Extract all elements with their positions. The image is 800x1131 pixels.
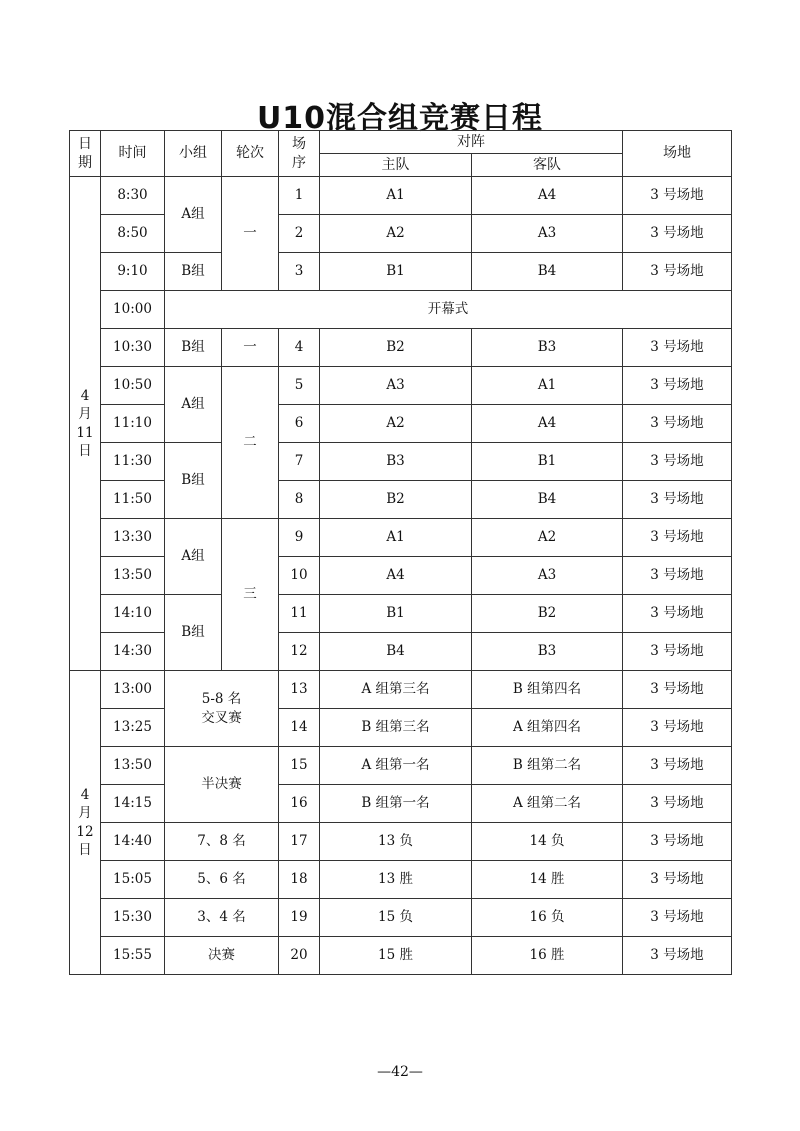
- time-cell: 9:10: [101, 253, 165, 291]
- table-row: [70, 595, 732, 633]
- group-cell: A组: [165, 367, 222, 443]
- time-cell: 15:30: [101, 899, 165, 937]
- away-team-cell: B4: [472, 481, 623, 519]
- venue-cell: 3 号场地: [623, 671, 732, 709]
- table-row: [70, 443, 732, 481]
- table-row: [70, 177, 732, 215]
- home-team-cell: A2: [320, 215, 472, 253]
- away-team-cell: A4: [472, 177, 623, 215]
- away-team-cell: 16 胜: [472, 937, 623, 975]
- match-no-cell: 3: [279, 253, 320, 291]
- match-no-cell: 5: [279, 367, 320, 405]
- stage-cell: 5、6 名: [165, 861, 279, 899]
- time-cell: 11:10: [101, 405, 165, 443]
- home-team-cell: B1: [320, 253, 472, 291]
- time-cell: 14:15: [101, 785, 165, 823]
- away-team-cell: B4: [472, 253, 623, 291]
- venue-cell: 3 号场地: [623, 633, 732, 671]
- match-no-cell: 9: [279, 519, 320, 557]
- venue-cell: 3 号场地: [623, 519, 732, 557]
- opening-ceremony-cell: 开幕式: [165, 291, 732, 329]
- venue-cell: 3 号场地: [623, 481, 732, 519]
- home-team-cell: A1: [320, 177, 472, 215]
- time-cell: 10:50: [101, 367, 165, 405]
- time-cell: 13:50: [101, 557, 165, 595]
- header-group: 小组: [165, 131, 222, 177]
- away-team-cell: A 组第二名: [472, 785, 623, 823]
- table-row: [70, 671, 732, 709]
- time-cell: 8:50: [101, 215, 165, 253]
- home-team-cell: 13 负: [320, 823, 472, 861]
- away-team-cell: B2: [472, 595, 623, 633]
- time-cell: 15:05: [101, 861, 165, 899]
- away-team-cell: B 组第四名: [472, 671, 623, 709]
- venue-cell: 3 号场地: [623, 899, 732, 937]
- header-match-no: 场 序: [279, 131, 320, 177]
- home-team-cell: A3: [320, 367, 472, 405]
- home-team-cell: A4: [320, 557, 472, 595]
- group-cell: B组: [165, 595, 222, 671]
- venue-cell: 3 号场地: [623, 747, 732, 785]
- match-no-cell: 12: [279, 633, 320, 671]
- time-cell: 15:55: [101, 937, 165, 975]
- group-cell: A组: [165, 177, 222, 253]
- away-team-cell: A 组第四名: [472, 709, 623, 747]
- group-cell: B组: [165, 329, 222, 367]
- venue-cell: 3 号场地: [623, 709, 732, 747]
- round-cell: 二: [222, 367, 279, 519]
- time-cell: 14:40: [101, 823, 165, 861]
- match-no-cell: 2: [279, 215, 320, 253]
- date-cell: 4 月 12 日: [70, 671, 101, 975]
- venue-cell: 3 号场地: [623, 443, 732, 481]
- time-cell: 10:30: [101, 329, 165, 367]
- header-round: 轮次: [222, 131, 279, 177]
- match-no-cell: 18: [279, 861, 320, 899]
- venue-cell: 3 号场地: [623, 595, 732, 633]
- header-home: 主队: [320, 154, 472, 177]
- match-no-cell: 15: [279, 747, 320, 785]
- time-cell: 13:25: [101, 709, 165, 747]
- away-team-cell: B3: [472, 633, 623, 671]
- away-team-cell: A2: [472, 519, 623, 557]
- table-row: [70, 747, 732, 785]
- header-row: [70, 131, 732, 154]
- venue-cell: 3 号场地: [623, 823, 732, 861]
- away-team-cell: A4: [472, 405, 623, 443]
- venue-cell: 3 号场地: [623, 557, 732, 595]
- group-cell: B组: [165, 443, 222, 519]
- time-cell: 13:50: [101, 747, 165, 785]
- home-team-cell: B4: [320, 633, 472, 671]
- time-cell: 11:30: [101, 443, 165, 481]
- home-team-cell: B3: [320, 443, 472, 481]
- home-team-cell: A 组第三名: [320, 671, 472, 709]
- time-cell: 14:10: [101, 595, 165, 633]
- time-cell: 13:30: [101, 519, 165, 557]
- match-no-cell: 16: [279, 785, 320, 823]
- away-team-cell: A1: [472, 367, 623, 405]
- match-no-cell: 13: [279, 671, 320, 709]
- match-no-cell: 10: [279, 557, 320, 595]
- stage-cell: 7、8 名: [165, 823, 279, 861]
- header-away: 客队: [472, 154, 623, 177]
- header-time: 时间: [101, 131, 165, 177]
- home-team-cell: 15 负: [320, 899, 472, 937]
- stage-cell: 5-8 名 交叉赛: [165, 671, 279, 747]
- schedule-body: [70, 131, 732, 975]
- match-no-cell: 6: [279, 405, 320, 443]
- away-team-cell: 14 胜: [472, 861, 623, 899]
- match-no-cell: 17: [279, 823, 320, 861]
- round-cell: 三: [222, 519, 279, 671]
- home-team-cell: 13 胜: [320, 861, 472, 899]
- stage-cell: 3、4 名: [165, 899, 279, 937]
- match-no-cell: 4: [279, 329, 320, 367]
- time-cell: 11:50: [101, 481, 165, 519]
- header-matchup: 对阵: [320, 131, 623, 154]
- table-row: [70, 291, 732, 329]
- home-team-cell: A1: [320, 519, 472, 557]
- date-cell: 4 月 11 日: [70, 177, 101, 671]
- venue-cell: 3 号场地: [623, 405, 732, 443]
- header-venue: 场地: [623, 131, 732, 177]
- away-team-cell: 14 负: [472, 823, 623, 861]
- match-no-cell: 8: [279, 481, 320, 519]
- venue-cell: 3 号场地: [623, 177, 732, 215]
- home-team-cell: B 组第三名: [320, 709, 472, 747]
- page-number: —42—: [377, 1064, 423, 1080]
- table-row: [70, 253, 732, 291]
- home-team-cell: B 组第一名: [320, 785, 472, 823]
- venue-cell: 3 号场地: [623, 215, 732, 253]
- time-cell: 10:00: [101, 291, 165, 329]
- home-team-cell: A 组第一名: [320, 747, 472, 785]
- table-row: [70, 367, 732, 405]
- away-team-cell: A3: [472, 557, 623, 595]
- match-no-cell: 1: [279, 177, 320, 215]
- away-team-cell: A3: [472, 215, 623, 253]
- round-cell: 一: [222, 329, 279, 367]
- table-row: [70, 519, 732, 557]
- stage-cell: 半决赛: [165, 747, 279, 823]
- match-no-cell: 7: [279, 443, 320, 481]
- table-row: [70, 861, 732, 899]
- home-team-cell: 15 胜: [320, 937, 472, 975]
- time-cell: 14:30: [101, 633, 165, 671]
- table-row: [70, 823, 732, 861]
- home-team-cell: A2: [320, 405, 472, 443]
- table-row: [70, 329, 732, 367]
- venue-cell: 3 号场地: [623, 253, 732, 291]
- group-cell: B组: [165, 253, 222, 291]
- venue-cell: 3 号场地: [623, 367, 732, 405]
- header-date: 日 期: [70, 131, 101, 177]
- match-no-cell: 20: [279, 937, 320, 975]
- away-team-cell: B3: [472, 329, 623, 367]
- home-team-cell: B1: [320, 595, 472, 633]
- match-no-cell: 19: [279, 899, 320, 937]
- table-row: [70, 937, 732, 975]
- venue-cell: 3 号场地: [623, 329, 732, 367]
- match-no-cell: 14: [279, 709, 320, 747]
- home-team-cell: B2: [320, 329, 472, 367]
- group-cell: A组: [165, 519, 222, 595]
- venue-cell: 3 号场地: [623, 785, 732, 823]
- venue-cell: 3 号场地: [623, 861, 732, 899]
- time-cell: 13:00: [101, 671, 165, 709]
- round-cell: 一: [222, 177, 279, 291]
- away-team-cell: B 组第二名: [472, 747, 623, 785]
- page-title: U10混合组竞赛日程: [256, 101, 544, 136]
- match-no-cell: 11: [279, 595, 320, 633]
- away-team-cell: B1: [472, 443, 623, 481]
- home-team-cell: B2: [320, 481, 472, 519]
- venue-cell: 3 号场地: [623, 937, 732, 975]
- stage-cell: 决赛: [165, 937, 279, 975]
- time-cell: 8:30: [101, 177, 165, 215]
- table-row: [70, 899, 732, 937]
- away-team-cell: 16 负: [472, 899, 623, 937]
- schedule-table: [69, 130, 732, 975]
